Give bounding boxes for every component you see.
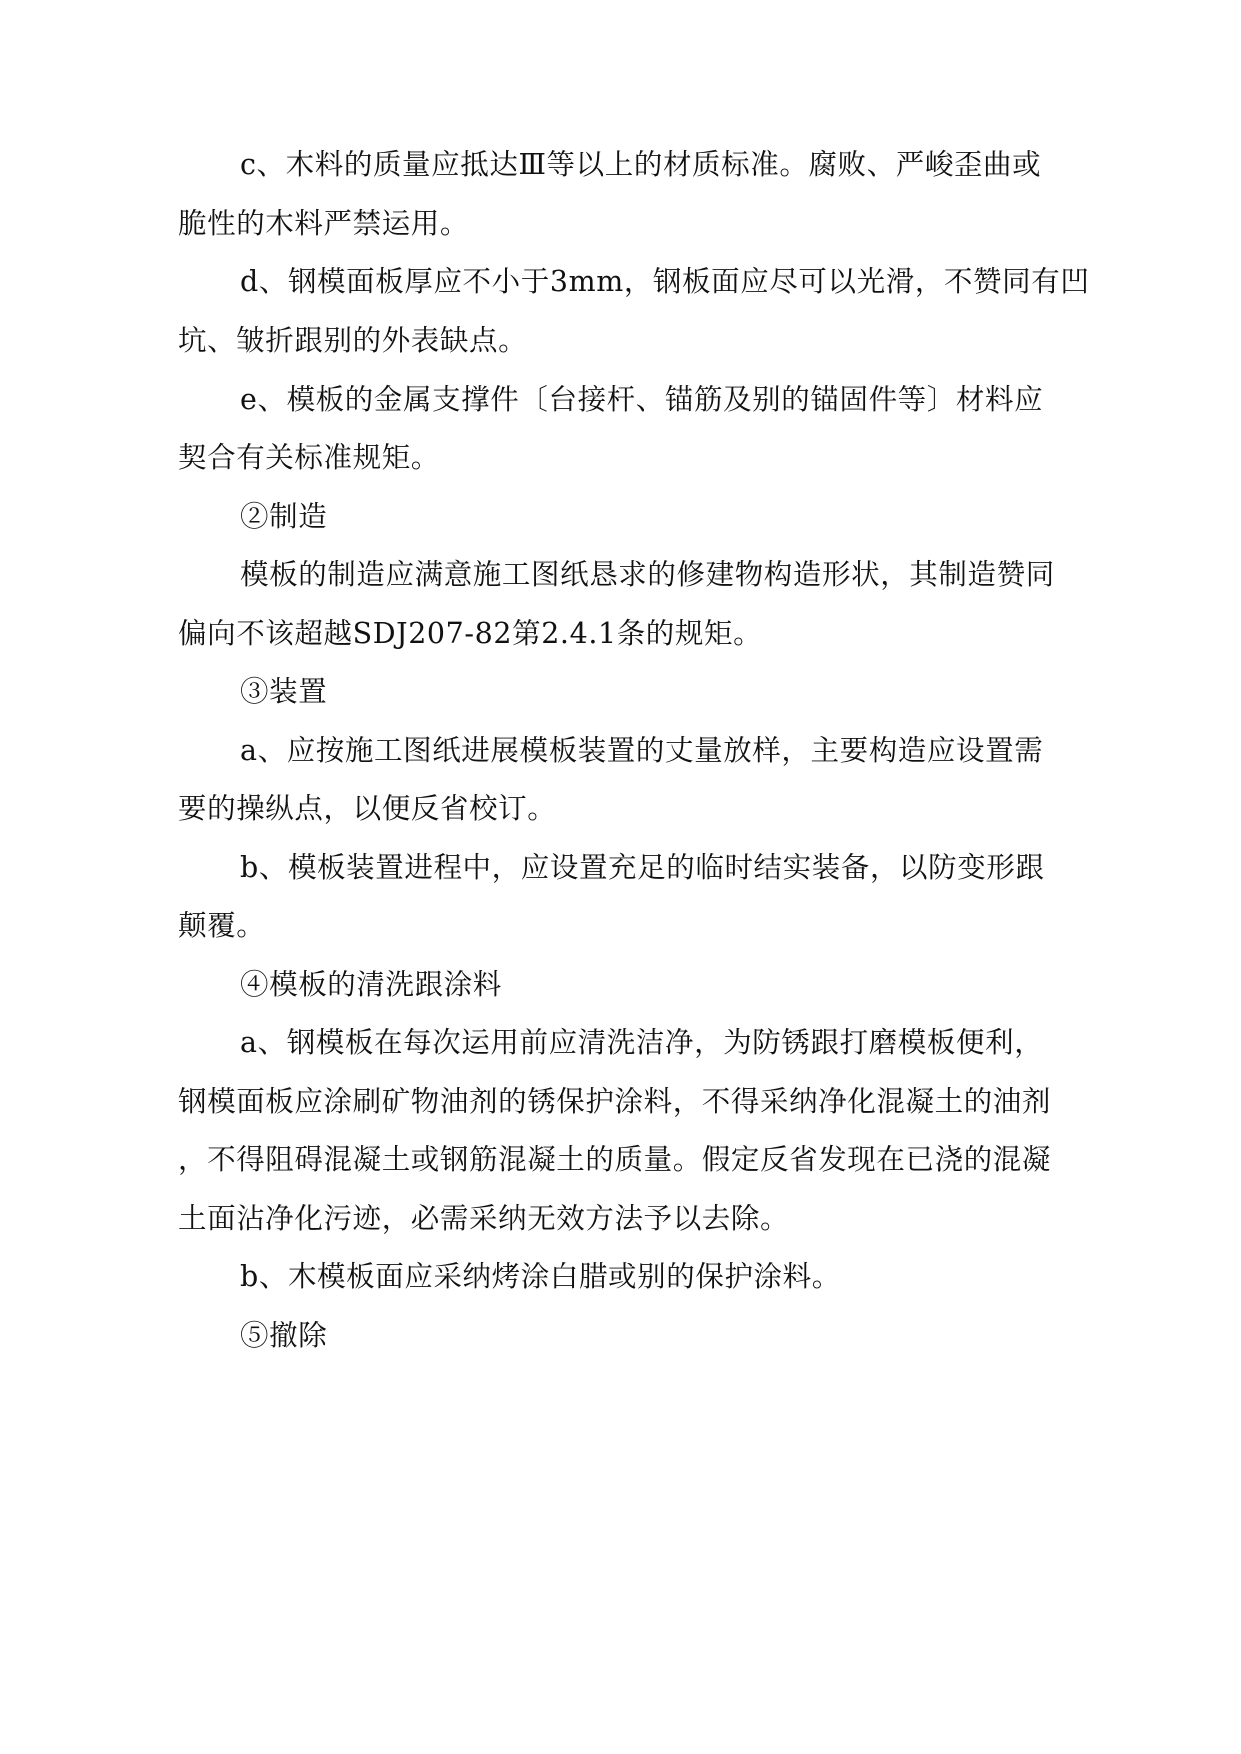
paragraph-install-b-line-1: b、模板装置进程中，应设置充足的临时结实装备，以防变形跟 <box>240 851 1045 884</box>
section-heading-cleaning: ④模板的清洗跟涂料 <box>240 968 502 1001</box>
paragraph-install-a-line-1: a、应按施工图纸进展模板装置的丈量放样，主要构造应设置需 <box>240 734 1044 767</box>
paragraph-c-line-2: 脆性的木料严禁运用。 <box>178 207 470 240</box>
section-heading-installation: ③装置 <box>240 675 328 708</box>
paragraph-clean-a-line-3: ，不得阻碍混凝土或钢筋混凝土的质量。假定反省发现在已浇的混凝 <box>178 1143 1052 1176</box>
paragraph-clean-a-line-1: a、钢模板在每次运用前应清洗洁净，为防锈跟打磨模板便利， <box>240 1026 1044 1059</box>
paragraph-manufacture-line-1: 模板的制造应满意施工图纸恳求的修建物构造形状，其制造赞同 <box>240 558 1055 591</box>
paragraph-clean-b-line-1: b、木模板面应采纳烤涂白腊或别的保护涂料。 <box>240 1260 841 1293</box>
paragraph-d-line-2: 坑、皱折跟别的外表缺点。 <box>178 324 528 357</box>
paragraph-e-line-1: e、模板的金属支撑件〔台接杆、锚筋及别的锚固件等〕材料应 <box>240 383 1044 416</box>
paragraph-install-b-line-2: 颠覆。 <box>178 909 266 942</box>
paragraph-e-line-2: 契合有关标准规矩。 <box>178 441 440 474</box>
section-heading-manufacture: ②制造 <box>240 500 328 533</box>
section-heading-removal: ⑤撤除 <box>240 1319 328 1352</box>
paragraph-clean-a-line-4: 土面沾净化污迹，必需采纳无效方法予以去除。 <box>178 1202 790 1235</box>
paragraph-c-line-1: c、木料的质量应抵达Ⅲ等以上的材质标准。腐败、严峻歪曲或 <box>240 148 1042 181</box>
paragraph-d-line-1: d、钢模面板厚应不小于3mm，钢板面应尽可以光滑，不赞同有凹 <box>240 265 1090 298</box>
paragraph-clean-a-line-2: 钢模面板应涂刷矿物油剂的锈保护涂料，不得采纳净化混凝土的油剂 <box>178 1085 1052 1118</box>
paragraph-manufacture-line-2: 偏向不该超越SDJ207-82第2.4.1条的规矩。 <box>178 617 763 650</box>
paragraph-install-a-line-2: 要的操纵点，以便反省校订。 <box>178 792 557 825</box>
